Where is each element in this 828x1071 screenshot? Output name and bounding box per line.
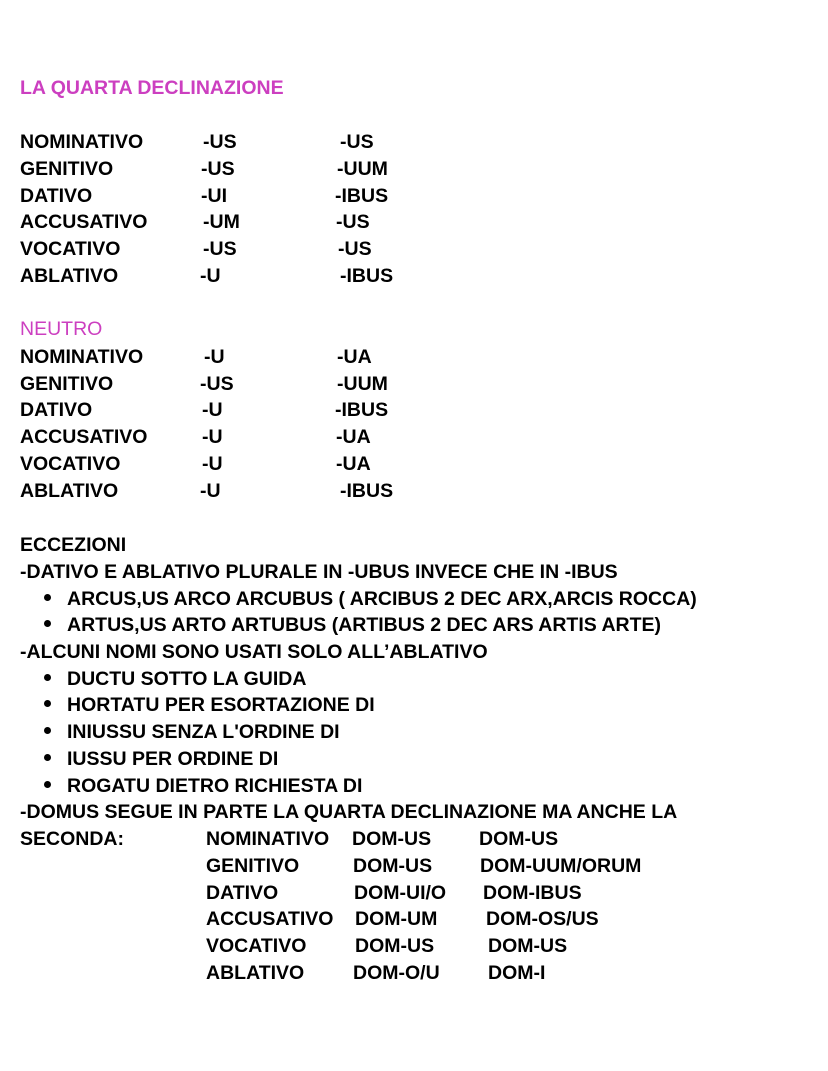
singular-ending: -UM [203, 211, 240, 233]
singular-ending: -US [203, 131, 237, 153]
plural-ending: -US [336, 211, 370, 233]
singular-form: DOM-UM [355, 908, 438, 930]
neutro-heading: NEUTRO [20, 318, 103, 340]
singular-ending: -US [200, 373, 234, 395]
case-label: DATIVO [20, 185, 93, 207]
list-item [44, 612, 661, 639]
bullet-icon [44, 594, 51, 601]
list-item-text: IUSSU PER ORDINE DI [67, 748, 279, 770]
list-item [44, 773, 362, 800]
singular-ending: -UI [201, 185, 227, 207]
case-label: NOMINATIVO [206, 828, 330, 850]
case-label: ABLATIVO [20, 480, 119, 502]
list-item [44, 666, 306, 693]
singular-form: DOM-US [355, 935, 435, 957]
plural-form: DOM-OS/US [486, 908, 599, 930]
plural-form: DOM-US [479, 828, 559, 850]
singular-form: DOM-UI/O [354, 882, 447, 904]
singular-ending: -U [200, 480, 221, 502]
case-label: DATIVO [206, 882, 279, 904]
singular-ending: -U [202, 426, 223, 448]
eccezioni-heading: ECCEZIONI [20, 534, 127, 556]
plural-ending: -US [340, 131, 374, 153]
bullet-icon [44, 674, 51, 681]
plural-ending: -UUM [337, 158, 388, 180]
bullet-icon [44, 754, 51, 761]
list-item [44, 719, 340, 746]
plural-form: DOM-IBUS [483, 882, 582, 904]
plural-form: DOM-UUM/ORUM [480, 855, 642, 877]
case-label: GENITIVO [206, 855, 300, 877]
list-item-text: ARTUS,US ARTO ARTUBUS (ARTIBUS 2 DEC ARS ARTIS ARTE) [67, 614, 662, 636]
plural-ending: -IBUS [340, 480, 394, 502]
bullet-icon [44, 620, 51, 627]
list-item [44, 692, 375, 719]
case-label: NOMINATIVO [20, 346, 144, 368]
plural-ending: -UA [337, 346, 372, 368]
bullet-icon [44, 700, 51, 707]
singular-form: DOM-US [352, 828, 432, 850]
bullet-icon [44, 781, 51, 788]
page-title: LA QUARTA DECLINAZIONE [20, 77, 284, 99]
singular-ending: -US [203, 238, 237, 260]
rule-text: -DATIVO E ABLATIVO PLURALE IN -UBUS INVECE CHE IN -IBUS [20, 561, 618, 583]
singular-form: DOM-US [353, 855, 433, 877]
singular-form: DOM-O/U [353, 962, 440, 984]
list-item-text: ROGATU DIETRO RICHIESTA DI [67, 775, 363, 797]
case-label: ABLATIVO [20, 265, 119, 287]
bullet-icon [44, 727, 51, 734]
case-label: ACCUSATIVO [206, 908, 334, 930]
plural-ending: -UUM [337, 373, 388, 395]
rule-text: -ALCUNI NOMI SONO USATI SOLO ALL’ABLATIVO [20, 641, 488, 663]
list-item-text: DUCTU SOTTO LA GUIDA [67, 668, 307, 690]
case-label: NOMINATIVO [20, 131, 144, 153]
plural-ending: -UA [336, 426, 371, 448]
case-label: ACCUSATIVO [20, 426, 148, 448]
case-label: VOCATIVO [20, 238, 121, 260]
plural-ending: -IBUS [340, 265, 394, 287]
singular-ending: -US [201, 158, 235, 180]
case-label: ACCUSATIVO [20, 211, 148, 233]
plural-ending: -US [338, 238, 372, 260]
singular-ending: -U [202, 453, 223, 475]
plural-ending: -IBUS [335, 185, 389, 207]
list-item-text: HORTATU PER ESORTAZIONE DI [67, 694, 375, 716]
case-label: VOCATIVO [20, 453, 121, 475]
rule-text-continued: SECONDA: [20, 828, 125, 850]
case-label: GENITIVO [20, 158, 114, 180]
case-label: GENITIVO [20, 373, 114, 395]
list-item [44, 746, 278, 773]
singular-ending: -U [200, 265, 221, 287]
singular-ending: -U [202, 399, 223, 421]
list-item-text: INIUSSU SENZA L'ORDINE DI [67, 721, 340, 743]
list-item-text: ARCUS,US ARCO ARCUBUS ( ARCIBUS 2 DEC ARX,ARCIS ROCCA) [67, 588, 697, 610]
case-label: DATIVO [20, 399, 93, 421]
plural-form: DOM-I [488, 962, 546, 984]
case-label: ABLATIVO [206, 962, 305, 984]
singular-ending: -U [204, 346, 225, 368]
plural-ending: -IBUS [335, 399, 389, 421]
case-label: VOCATIVO [206, 935, 307, 957]
list-item [44, 586, 697, 613]
rule-text: -DOMUS SEGUE IN PARTE LA QUARTA DECLINAZIONE MA ANCHE LA [20, 801, 678, 823]
plural-form: DOM-US [488, 935, 568, 957]
plural-ending: -UA [336, 453, 371, 475]
